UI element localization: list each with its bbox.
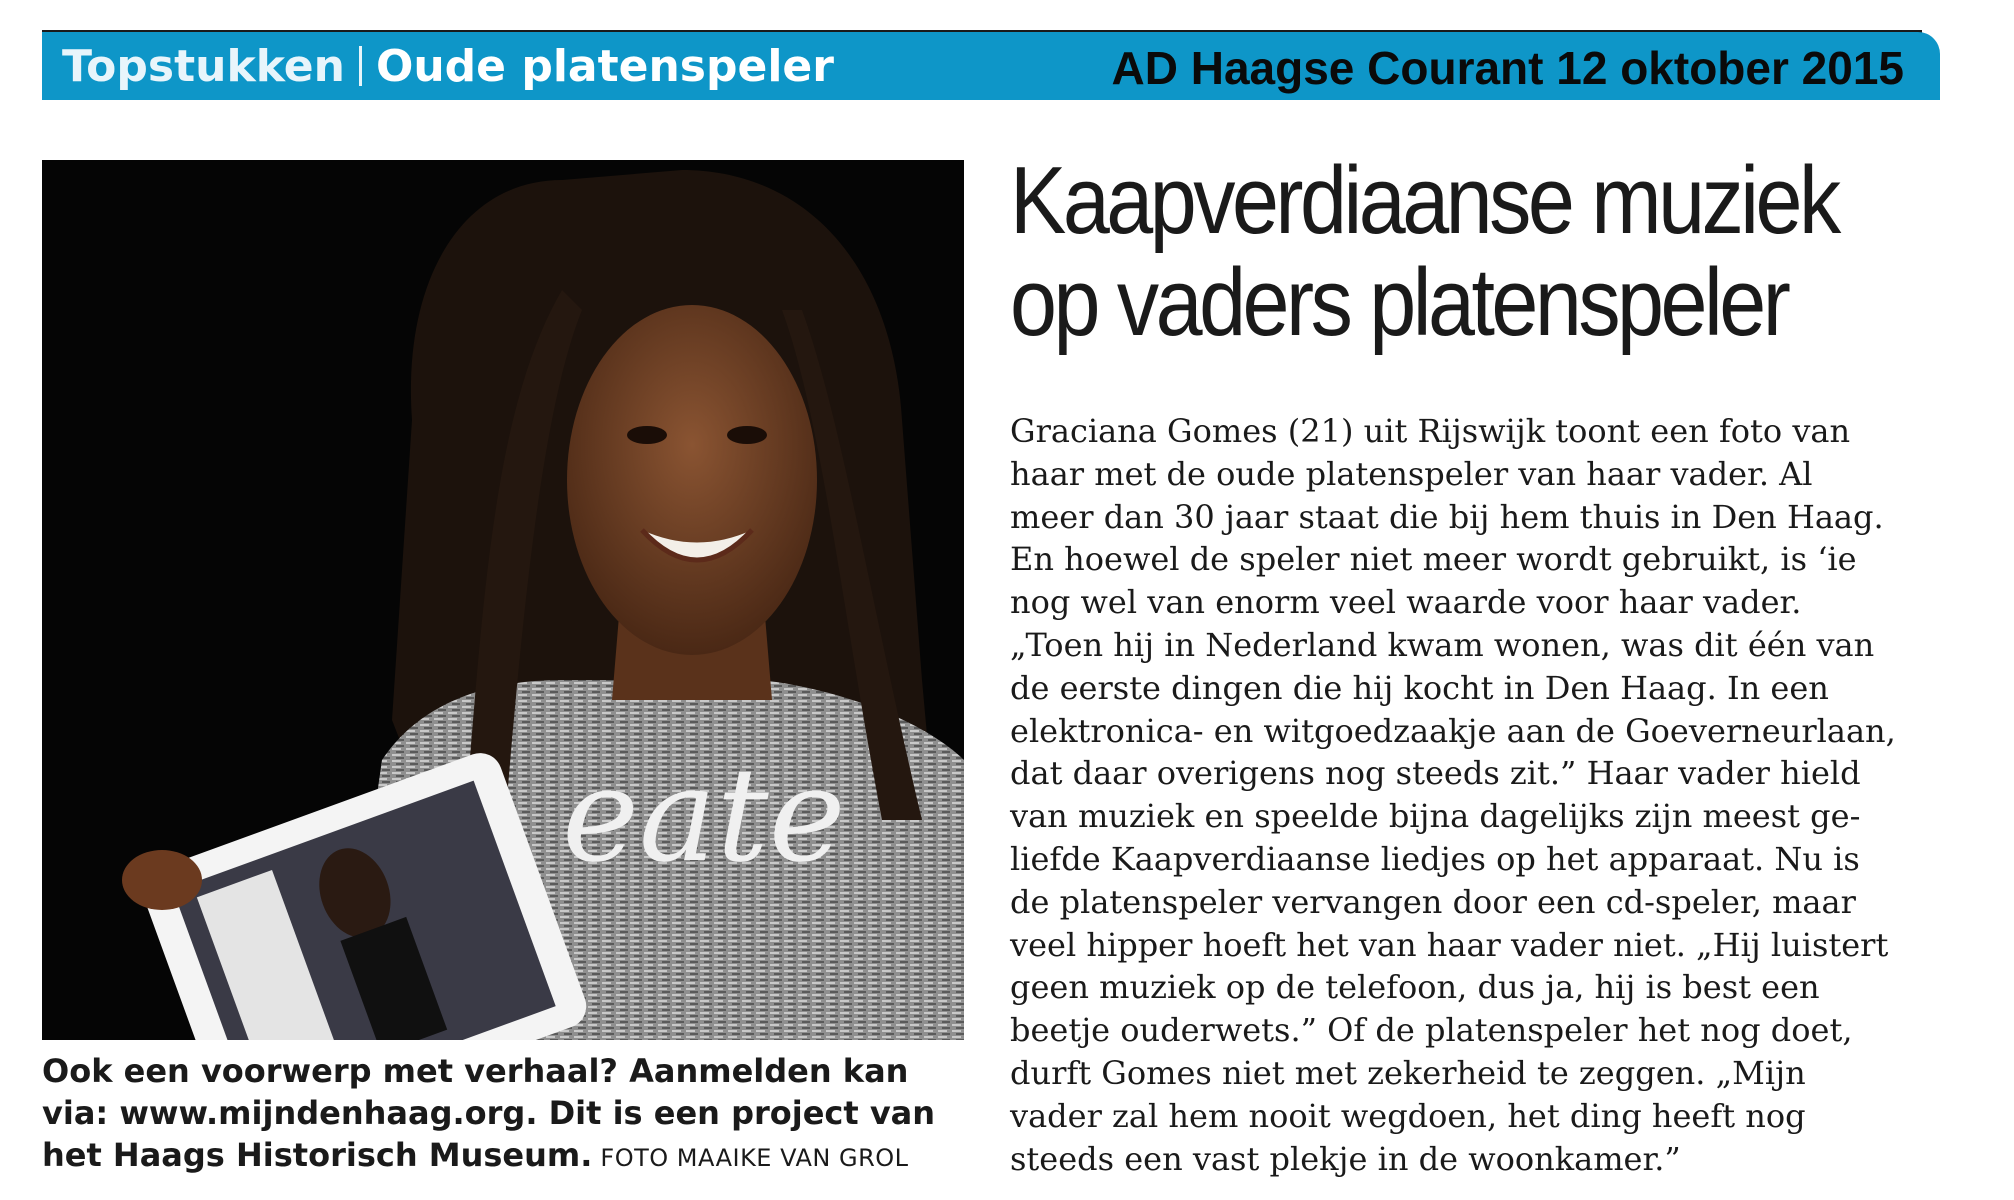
body-line: meer dan 30 jaar staat die bij hem thuis in Den Haag. (1010, 497, 1884, 536)
body-line: nog wel van enorm veel waarde voor haar vader. (1010, 583, 1802, 622)
rubric-divider (359, 46, 362, 86)
body-line: vader zal hem nooit wegdoen, het ding heeft nog (1010, 1096, 1806, 1135)
article-photo (42, 160, 964, 1040)
body-line: Graciana Gomes (21) uit Rijswijk toont een foto van (1010, 412, 1851, 450)
topic-label: Oude platenspeler (375, 40, 834, 92)
body-line: van muziek en speelde bijna dagelijks zijn meest ge- (1010, 797, 1861, 836)
body-line: steeds een vast plekje in de woonkamer.” (1010, 1139, 1681, 1178)
body-line: de platenspeler vervangen door een cd-speler, maar (1010, 882, 1856, 921)
body-line: beetje ouderwets.” Of de platenspeler het nog doet, (1010, 1011, 1853, 1050)
svg-text:eate: eate (562, 739, 846, 891)
article-headline (1010, 147, 1855, 356)
headline-line: Kaapverdiaanse muziek (1010, 147, 1838, 254)
body-line: En hoewel de speler niet meer wordt gebruikt, is ‘ie (1010, 540, 1857, 579)
caption-line-last (42, 1134, 982, 1179)
newspaper-source: AD Haagse Courant 12 oktober 2015 (1111, 42, 1904, 94)
section-label: Topstukken (62, 40, 345, 92)
caption-line: via: www.mijndenhaag.org. Dit is een project van (42, 1094, 936, 1132)
caption-line: Ook een voorwerp met verhaal? Aanmelden kan (42, 1052, 909, 1090)
body-line: durft Gomes niet met zekerheid te zeggen. „Mijn (1010, 1053, 1806, 1092)
body-line: liefde Kaapverdiaanse liedjes op het apparaat. Nu is (1010, 839, 1860, 878)
body-line: geen muziek op de telefoon, dus ja, hij is best een (1010, 968, 1820, 1007)
body-line: dat daar overigens nog steeds zit.” Haar vader hield (1010, 754, 1861, 793)
headline-line: op vaders platenspeler (1010, 249, 1788, 356)
body-line: veel hipper hoeft het van haar vader niet. „Hij luistert (1010, 925, 1889, 964)
article-body (1010, 410, 1930, 1180)
body-line: haar met de oude platenspeler van haar vader. Al (1010, 454, 1813, 493)
body-line: elektronica- en witgoedzaakje aan de Goeverneurlaan, (1010, 711, 1896, 750)
caption-line: het Haags Historisch Museum. (42, 1136, 593, 1174)
body-line: de eerste dingen die hij kocht in Den Haag. In een (1010, 668, 1829, 707)
photo-credit: FOTO MAAIKE VAN GROL (600, 1144, 909, 1172)
photo-caption (42, 1050, 982, 1179)
rubric (62, 36, 834, 96)
body-line: „Toen hij in Nederland kwam wonen, was dit één van (1010, 625, 1875, 664)
